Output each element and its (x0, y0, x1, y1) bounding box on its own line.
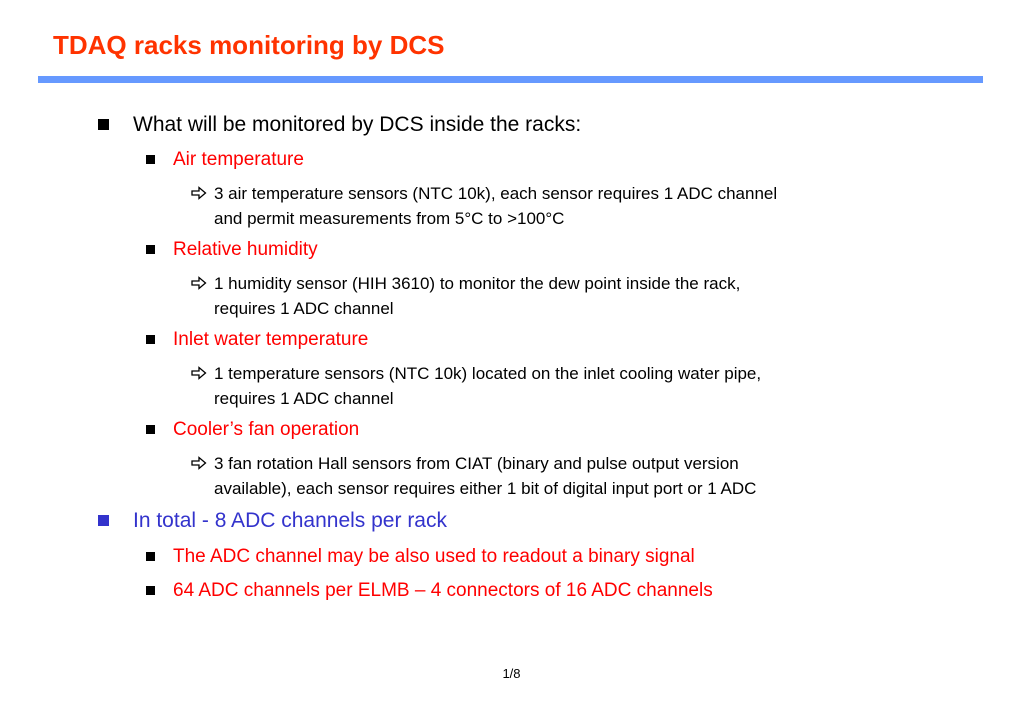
detail-line: 1 temperature sensors (NTC 10k) located on the inlet cooling water pipe, (214, 364, 762, 383)
square-bullet-icon (146, 425, 155, 434)
detail-text (214, 271, 934, 321)
square-bullet-icon (146, 586, 155, 595)
detail-line: and permit measurements from 5°C to >100°C (214, 209, 565, 228)
slide-title: TDAQ racks monitoring by DCS (53, 30, 445, 60)
subbullet-heading: Relative humidity (173, 239, 318, 260)
subbullet-text: 64 ADC channels per ELMB – 4 connectors of 16 ADC channels (173, 580, 713, 601)
square-bullet-icon (146, 155, 155, 164)
detail-line: available), each sensor requires either 1 bit of digital input port or 1 ADC (214, 479, 757, 498)
title-divider (38, 76, 983, 83)
hollow-arrow-right-icon (191, 366, 207, 380)
page-number: 1/8 (502, 666, 521, 681)
square-bullet-icon (98, 119, 109, 130)
hollow-arrow-right-icon (191, 456, 207, 470)
detail-line: 3 fan rotation Hall sensors from CIAT (binary and pulse output version (214, 454, 739, 473)
detail-text (214, 451, 934, 501)
detail-text (214, 181, 934, 231)
square-bullet-icon (146, 552, 155, 561)
detail-line: 3 air temperature sensors (NTC 10k), each sensor requires 1 ADC channel (214, 184, 778, 203)
detail-line: 1 humidity sensor (HIH 3610) to monitor the dew point inside the rack, (214, 274, 741, 293)
detail-text (214, 361, 934, 411)
subbullet-heading: Air temperature (173, 149, 304, 170)
hollow-arrow-right-icon (191, 186, 207, 200)
bullet-total-text: In total - 8 ADC channels per rack (133, 509, 447, 532)
square-bullet-icon (146, 335, 155, 344)
detail-line: requires 1 ADC channel (214, 299, 394, 318)
subbullet-heading: Inlet water temperature (173, 329, 369, 350)
bullet-intro-text: What will be monitored by DCS inside the racks: (133, 113, 582, 136)
square-bullet-icon (146, 245, 155, 254)
detail-line: requires 1 ADC channel (214, 389, 394, 408)
subbullet-text: The ADC channel may be also used to readout a binary signal (173, 546, 695, 567)
subbullet-heading: Cooler’s fan operation (173, 419, 360, 440)
square-bullet-icon (98, 515, 109, 526)
hollow-arrow-right-icon (191, 276, 207, 290)
